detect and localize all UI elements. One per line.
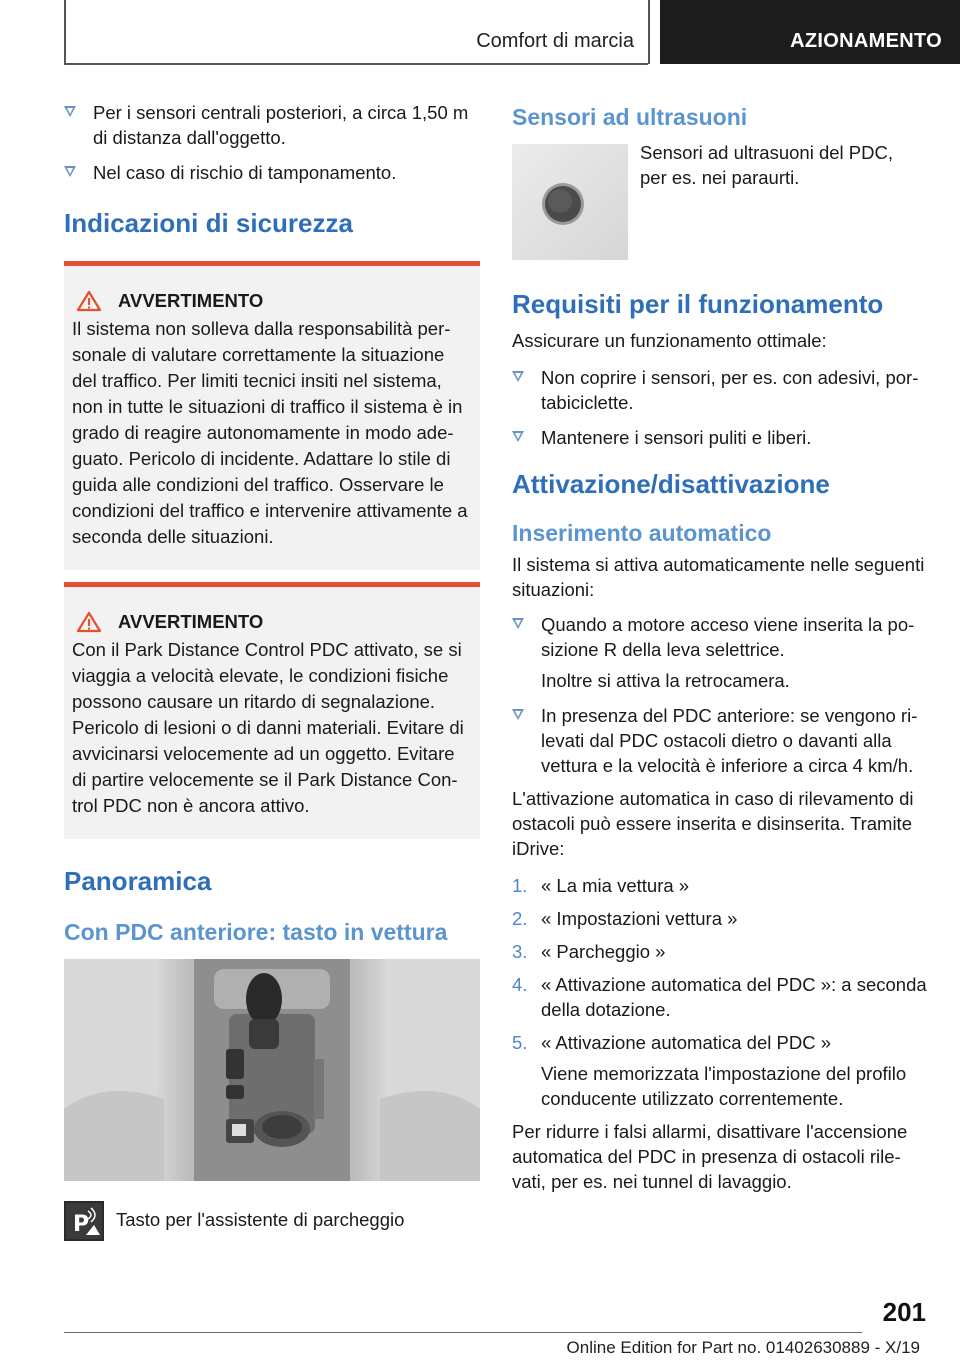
bullet-triangle-icon xyxy=(512,371,524,382)
list-item: In presenza del PDC anteriore: se vengono rilevati dal PDC ostacoli dietro o davanti alla vettura e la velocità è inferiore a circa 4 km/h. xyxy=(512,703,928,778)
step-item: 2. « Impostazioni vettura » xyxy=(512,908,738,929)
list-item: Non coprire i sensori, per es. con adesivi, portabiciclette. xyxy=(512,365,928,415)
bullet-triangle-icon xyxy=(512,618,524,629)
step-item: 5. « Attivazione automatica del PDC » Viene memorizzata l'impostazione del profilo conducente utilizzato correntemente. xyxy=(512,1030,928,1111)
safety-heading: Indicazioni di sicurezza xyxy=(64,208,353,238)
warning-text: Il sistema non solleva dalla responsabilità personale di valutare correttamente la situazione del traffico. Per limiti tecnici insiti nel sistema, non in tutte le situazioni di traffico il sistema è in grado di reagire autonomamente in modo adeguato. Pericolo di incidente. Adattare lo stile di guida alle condizioni del traffico. Osservare le condizioni del traffico e intervenire attivamente a seconda delle situazioni. xyxy=(72,318,468,547)
ultrasonic-text: Sensori ad ultrasuoni del PDC, per es. nei paraurti. xyxy=(640,142,893,188)
ultrasonic-section xyxy=(512,144,928,260)
warning-box xyxy=(64,582,480,839)
page-number: 201 xyxy=(882,1297,926,1327)
svg-text:P: P xyxy=(73,1212,90,1237)
footer-rule xyxy=(64,1332,862,1333)
auto-paragraph: L'attivazione automatica in caso di rilevamento di ostacoli può essere inserita e disinserita. Tramite iDrive: xyxy=(512,788,914,859)
step-note: Viene memorizzata l'impostazione del profilo conducente utilizzato correntemente. xyxy=(541,1063,907,1109)
header-section-title: Comfort di marcia xyxy=(476,30,634,52)
button-caption: Tasto per l'assistente di parcheggio xyxy=(116,1209,405,1230)
bullet-triangle-icon xyxy=(64,166,76,177)
list-item: Quando a motore acceso viene inserita la posizione R della leva selettrice. Inoltre si attiva la retrocamera. xyxy=(512,612,928,693)
header-chapter-title: AZIONAMENTO xyxy=(790,30,942,52)
warning-text: Con il Park Distance Control PDC attivato, se si viaggia a velocità elevate, le condizioni fisiche possono causare un ritardo di segnalazione. Pericolo di lesioni o di danni materiali. Evitare di avvicinarsi velocemente ad un oggetto. Evitare di partire velocemente se il Park Distance Control PDC non è ancora attivo. xyxy=(72,639,464,816)
step-item: 3. « Parcheggio » xyxy=(512,941,666,962)
requirements-intro: Assicurare un funzionamento ottimale: xyxy=(512,330,827,351)
warning-label: AVVERTIMENTO xyxy=(118,611,264,632)
header-chapter-tab xyxy=(660,0,960,64)
warning-triangle-icon xyxy=(76,290,102,312)
ultrasonic-heading: Sensori ad ultrasuoni xyxy=(512,104,748,130)
warning-header xyxy=(72,290,472,312)
ultrasonic-sensor-photo xyxy=(512,144,628,260)
step-item: 4. « Attivazione automatica del PDC »: a seconda della dotazione. xyxy=(512,974,927,1020)
activation-heading: Attivazione/disattivazione xyxy=(512,469,830,499)
bullet-triangle-icon xyxy=(512,431,524,442)
list-item: Per i sensori centrali posteriori, a circa 1,50 m di distanza dall'oggetto. xyxy=(64,100,480,150)
left-column xyxy=(64,100,480,1243)
auto-intro: Il sistema si attiva automaticamente nelle seguenti situazioni: xyxy=(512,554,925,600)
console-illustration xyxy=(64,959,480,1181)
front-pdc-heading: Con PDC anteriore: tasto in vettura xyxy=(64,919,448,945)
overview-heading: Panoramica xyxy=(64,866,212,896)
bullet-triangle-icon xyxy=(64,106,76,117)
requirements-heading: Requisiti per il funzionamento xyxy=(512,289,884,319)
closing-paragraph: Per ridurre i falsi allarmi, disattivare l'accensione automatica del PDC in presenza di ostacoli rilevati, per es. nei tunnel di lavaggio. xyxy=(512,1121,908,1192)
sensor-icon xyxy=(512,144,628,260)
warning-label: AVVERTIMENTO xyxy=(118,290,264,311)
step-item: 1. « La mia vettura » xyxy=(512,875,690,896)
bullet-triangle-icon xyxy=(512,709,524,720)
warning-header xyxy=(72,611,472,633)
right-column xyxy=(512,100,928,1194)
header-separator xyxy=(648,0,650,64)
button-caption-row xyxy=(64,1197,480,1243)
warning-triangle-icon xyxy=(76,611,102,633)
center-console-photo xyxy=(64,959,480,1181)
list-item-note: Inoltre si attiva la retrocamera. xyxy=(541,670,790,691)
list-item: Nel caso di rischio di tamponamento. xyxy=(64,160,480,185)
warning-box xyxy=(64,261,480,570)
park-assist-button-icon xyxy=(64,1201,104,1241)
footer-edition: Online Edition for Part no. 01402630889 - X/19 xyxy=(566,1338,920,1357)
auto-heading: Inserimento automatico xyxy=(512,520,772,546)
list-item: Mantenere i sensori puliti e liberi. xyxy=(512,425,928,450)
header-section-tab xyxy=(64,0,648,64)
